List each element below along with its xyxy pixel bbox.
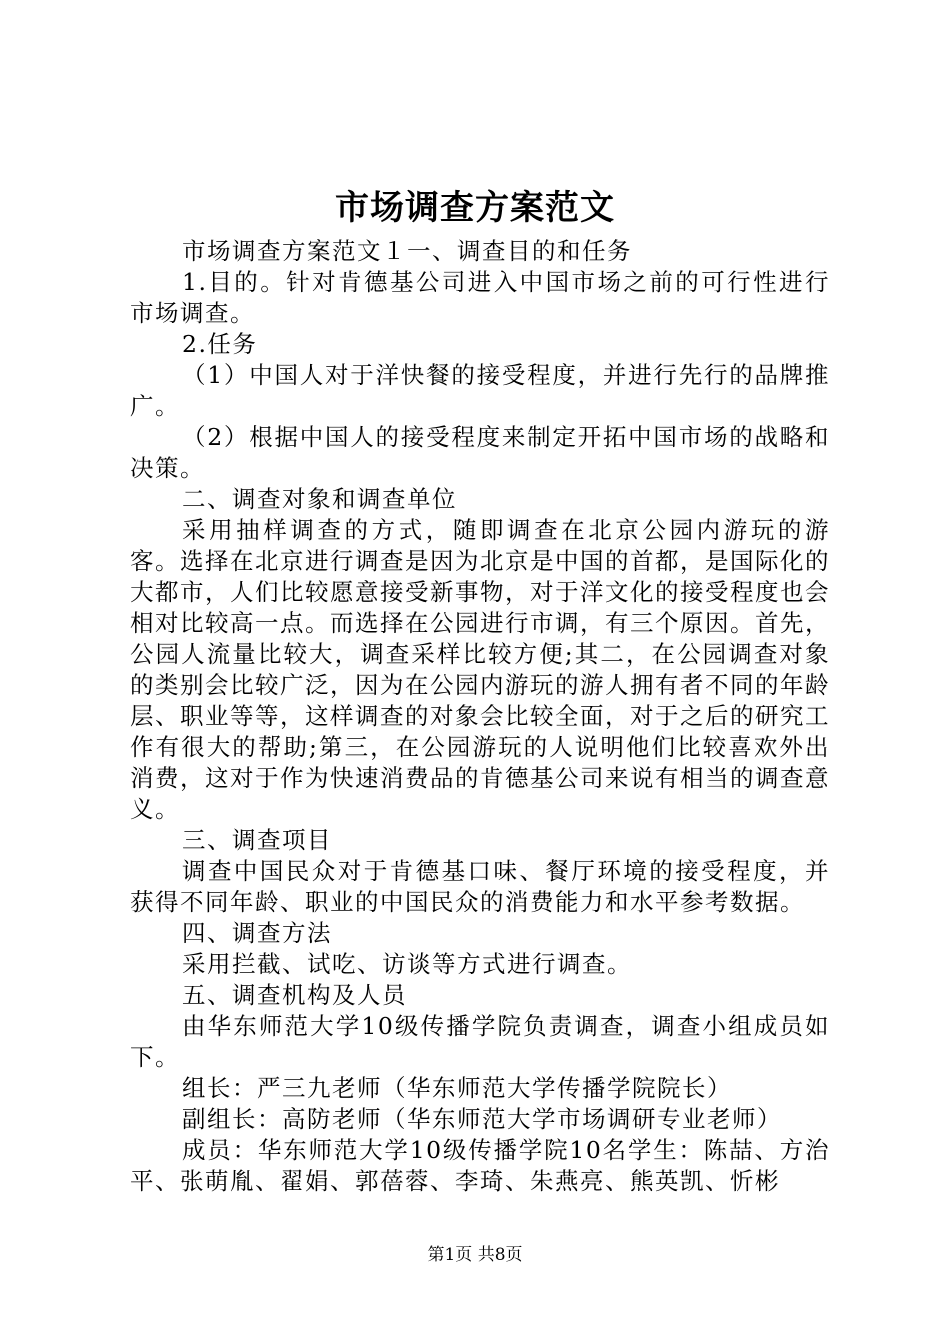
paragraph-survey-target: 采用抽样调查的方式，随即调查在北京公园内游玩的游客。选择在北京进行调查是因为北京是中国的首都，是国际化的大都市，人们比较愿意接受新事物，对于洋文化的接受程度也会相对比较高一点。而选择在公园进行市调，有三个原因。首先，公园人流量比较大，调查采样比较方便;其二，在公园调查对象的类别会比较广泛，因为在公园内游玩的游人拥有者不同的年龄层、职业等等，这样调查的对象会比较全面，对于之后的研究工作有很大的帮助;第三，在公园游玩的人说明他们比较喜欢外出消费，这对于作为快速消费品的肯德基公司来说有相当的调查意义。 bbox=[130, 516, 830, 823]
paragraph-task-1: （1）中国人对于洋快餐的接受程度，并进行先行的品牌推广。 bbox=[130, 361, 830, 420]
paragraph-task-2: （2）根据中国人的接受程度来制定开拓中国市场的战略和决策。 bbox=[130, 423, 830, 482]
document-body bbox=[130, 236, 830, 1197]
paragraph-members: 成员：华东师范大学10级传播学院10名学生：陈喆、方治平、张萌胤、翟娟、郭蓓蓉、李琦、朱燕亮、熊英凯、忻彬 bbox=[130, 1136, 830, 1195]
section-heading-2: 二、调查对象和调查单位 bbox=[182, 485, 457, 513]
page-footer: 第1页 共8页 bbox=[427, 1245, 523, 1265]
document-title: 市场调查方案范文 bbox=[335, 188, 615, 228]
paragraph-intro-heading: 市场调查方案范文１一、调查目的和任务 bbox=[182, 237, 632, 265]
paragraph-survey-method: 采用拦截、试吃、访谈等方式进行调查。 bbox=[182, 950, 632, 978]
paragraph-survey-items: 调查中国民众对于肯德基口味、餐厅环境的接受程度，并获得不同年龄、职业的中国民众的消费能力和水平参考数据。 bbox=[130, 857, 830, 916]
section-heading-4: 四、调查方法 bbox=[182, 919, 332, 947]
paragraph-organization: 由华东师范大学10级传播学院负责调查，调查小组成员如下。 bbox=[130, 1012, 830, 1071]
paragraph-purpose: 1.目的。针对肯德基公司进入中国市场之前的可行性进行市场调查。 bbox=[130, 268, 830, 327]
section-heading-3: 三、调查项目 bbox=[182, 826, 332, 854]
section-heading-5: 五、调查机构及人员 bbox=[182, 981, 407, 1009]
paragraph-task-heading: 2.任务 bbox=[182, 330, 258, 358]
paragraph-deputy-leader: 副组长：高防老师（华东师范大学市场调研专业老师） bbox=[182, 1105, 782, 1133]
paragraph-leader: 组长：严三九老师（华东师范大学传播学院院长） bbox=[182, 1074, 732, 1102]
